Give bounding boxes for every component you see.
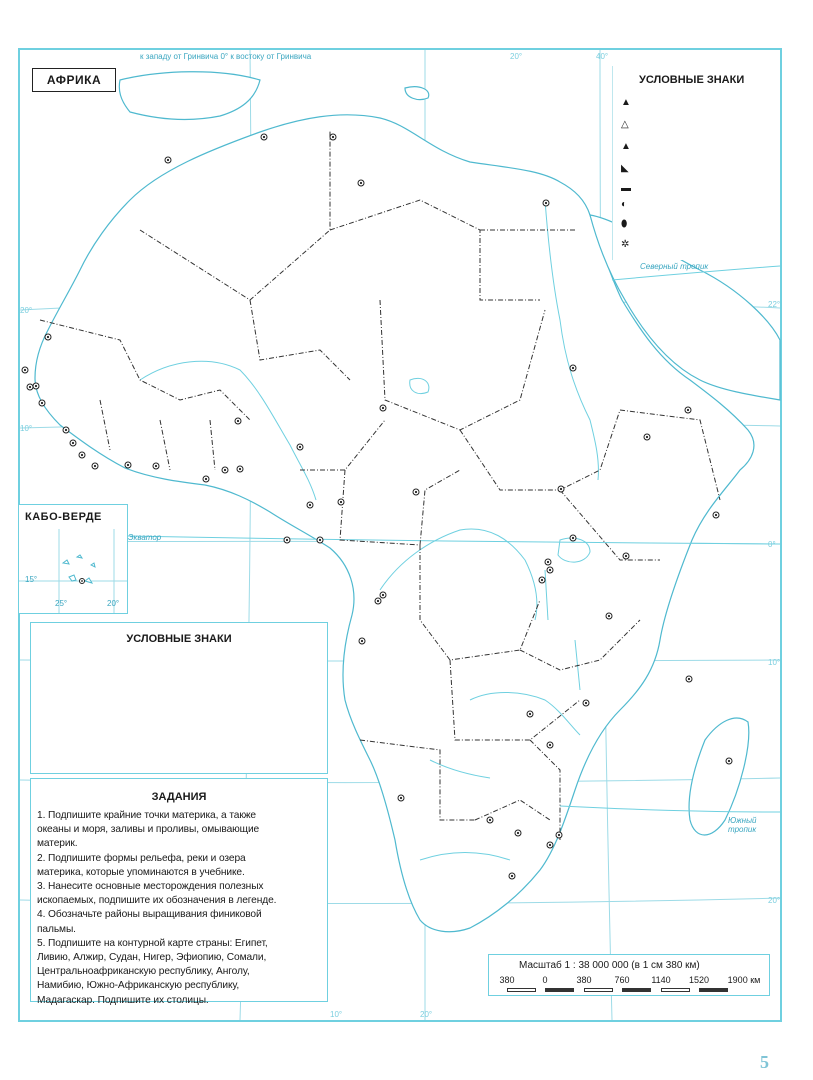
island <box>69 575 76 581</box>
island <box>77 555 82 558</box>
scale-tick: 380 <box>576 975 592 985</box>
capital-marker-dot <box>377 600 379 602</box>
coord-bottom-20: 20° <box>420 1010 433 1019</box>
task-line: 1. Подпишите крайние точки материка, а также <box>37 810 257 821</box>
capital-marker-dot <box>560 488 562 490</box>
task-line: материка, которые упоминаются в учебнике. <box>37 866 245 878</box>
capital-marker-dot <box>263 136 265 138</box>
capital-marker-dot <box>127 464 129 466</box>
capital-marker-dot <box>81 454 83 456</box>
page-number: 5 <box>760 1052 769 1072</box>
scale-caption: Масштаб 1 : 38 000 000 (в 1 см 380 км) <box>519 960 700 971</box>
capital-marker-dot <box>94 465 96 467</box>
capital-marker-dot <box>585 702 587 704</box>
island <box>63 560 69 564</box>
legend-symbols-panel <box>612 66 769 260</box>
scale-segments <box>501 988 715 992</box>
coord-right-22: 22° <box>768 300 781 309</box>
capital-marker-dot <box>360 182 362 184</box>
capital-marker-dot <box>549 569 551 571</box>
scale-tick: 1520 <box>688 975 710 985</box>
coord-top-20: 20° <box>510 52 523 61</box>
cabo-verde-islands <box>19 505 127 613</box>
capital-marker-dot <box>155 465 157 467</box>
island <box>85 578 92 583</box>
tasks-panel <box>30 778 328 1006</box>
capital-marker-dot <box>382 407 384 409</box>
capital-marker-dot <box>558 834 560 836</box>
task-line: 3. Нанесите основные месторождения полезных <box>37 881 264 893</box>
scale-tick: 1140 <box>651 975 671 985</box>
praia-capital-marker-dot <box>81 580 83 582</box>
capital-marker-dot <box>415 491 417 493</box>
capital-marker-dot <box>24 369 26 371</box>
capital-marker-dot <box>608 615 610 617</box>
capital-marker-dot <box>205 478 207 480</box>
cabo-verde-inset <box>18 504 128 614</box>
task-line: ископаемых, подпишите их обозначения в легенде. <box>37 895 277 907</box>
scale-segment <box>699 988 728 992</box>
capital-marker-dot <box>319 539 321 541</box>
scale-tick: 380 <box>499 975 515 985</box>
capital-marker-dot <box>382 594 384 596</box>
capital-marker-dot <box>29 386 31 388</box>
meridian-caption: к западу от Гринвича 0° к востоку от Гринвича <box>140 52 312 61</box>
capital-marker-dot <box>549 744 551 746</box>
iberia <box>119 72 260 120</box>
scale-tick: 760 <box>614 975 630 985</box>
capital-marker-dot <box>646 436 648 438</box>
task-line: материк. <box>37 838 78 850</box>
task-line: Ливию, Алжир, Судан, Нигер, Эфиопию, Сомали, <box>37 952 267 964</box>
cabo-verde-title: КАБО-ВЕРДЕ <box>25 511 102 523</box>
diamond-star-icon: ✲ <box>621 239 630 250</box>
capital-marker-dot <box>529 713 531 715</box>
task-line: Намибию, Южно-Африканскую республику, <box>37 980 240 992</box>
capital-marker-dot <box>224 469 226 471</box>
copper-half-circle-icon: ◐ <box>621 199 628 210</box>
scale-segment <box>584 988 613 992</box>
coord-bottom-10: 10° <box>330 1010 343 1019</box>
capital-marker-dot <box>517 832 519 834</box>
cabo-verde-lat: 15° <box>25 575 38 584</box>
capital-marker-dot <box>340 501 342 503</box>
tropic-south-line <box>560 806 780 812</box>
scale-segment <box>507 988 536 992</box>
scale-bar <box>488 954 770 996</box>
capital-marker-dot <box>625 555 627 557</box>
capital-marker-dot <box>728 760 730 762</box>
capital-marker-dot <box>41 402 43 404</box>
task-line: 5. Подпишите на контурной карте страны: Египет, <box>37 937 268 949</box>
capital-marker-dot <box>361 640 363 642</box>
capital-marker-dot <box>511 875 513 877</box>
capital-marker-dot <box>541 579 543 581</box>
capital-marker-dot <box>286 539 288 541</box>
coord-left-20: 20° <box>20 306 33 315</box>
scale-ticks <box>489 975 769 987</box>
tropic-north-label: Северный тропик <box>640 262 709 271</box>
scale-tick: 1900 км <box>727 975 761 985</box>
scale-segment <box>622 988 651 992</box>
tasks-title: ЗАДАНИЯ <box>151 791 207 803</box>
capital-marker-dot <box>572 367 574 369</box>
capital-marker-dot <box>687 409 689 411</box>
island <box>91 563 95 567</box>
cabo-verde-lon-right: 20° <box>107 599 120 608</box>
capital-marker-dot <box>489 819 491 821</box>
iron-bar-icon: ▬ <box>621 183 631 194</box>
capital-marker-dot <box>400 797 402 799</box>
coord-right-10: 10° <box>768 658 781 667</box>
gas-triangle-outline-icon: △ <box>621 119 629 130</box>
task-line: Центральноафриканскую республику, Анголу, <box>37 966 250 978</box>
cabo-verde-lon-left: 25° <box>55 599 68 608</box>
capital-marker-dot <box>547 561 549 563</box>
legend-box-title: УСЛОВНЫЕ ЗНАКИ <box>126 633 232 645</box>
capital-marker-dot <box>237 420 239 422</box>
task-line: Мадагаскар. Подпишите их столицы. <box>37 994 209 1006</box>
task-line: 4. Обозначьте районы выращивания финиковой <box>37 909 262 921</box>
legend-empty-box <box>30 622 328 774</box>
capital-marker-dot <box>332 136 334 138</box>
capital-marker-dot <box>299 446 301 448</box>
coord-right-20: 20° <box>768 896 781 905</box>
scale-segment <box>545 988 574 992</box>
scale-tick: 0 <box>542 975 548 985</box>
tropic-south-label: Южный тропик <box>728 816 757 834</box>
capital-marker-dot <box>688 678 690 680</box>
oil-triangle-icon: ▲ <box>621 97 631 108</box>
capital-marker-dot <box>309 504 311 506</box>
sicily <box>405 87 429 100</box>
uranium-oval-icon: ⬮ <box>621 219 628 230</box>
coal-triangle-icon: ▲ <box>621 141 631 152</box>
capital-marker-dot <box>65 429 67 431</box>
tasks-body <box>37 809 323 1008</box>
capital-marker-dot <box>47 336 49 338</box>
capital-marker-dot <box>715 514 717 516</box>
capital-marker-dot <box>545 202 547 204</box>
ore-icon: ◣ <box>621 163 629 174</box>
capital-marker-dot <box>167 159 169 161</box>
equator-label: Экватор <box>128 533 162 542</box>
task-line: 2. Подпишите формы рельефа, реки и озера <box>37 852 246 864</box>
legend-symbols-title: УСЛОВНЫЕ ЗНАКИ <box>639 74 745 86</box>
capital-marker-dot <box>35 385 37 387</box>
coord-top-40: 40° <box>596 52 609 61</box>
capital-marker-dot <box>572 537 574 539</box>
scale-segment <box>661 988 690 992</box>
task-line: пальмы. <box>37 923 76 935</box>
task-line: океаны и моря, заливы и проливы, омывающие <box>37 824 260 836</box>
capital-marker-dot <box>72 442 74 444</box>
capital-marker-dot <box>239 468 241 470</box>
map-title: АФРИКА <box>32 68 116 92</box>
capital-marker-dot <box>549 844 551 846</box>
coord-left-10: 10° <box>20 424 33 433</box>
coord-right-0: 0° <box>768 540 776 549</box>
